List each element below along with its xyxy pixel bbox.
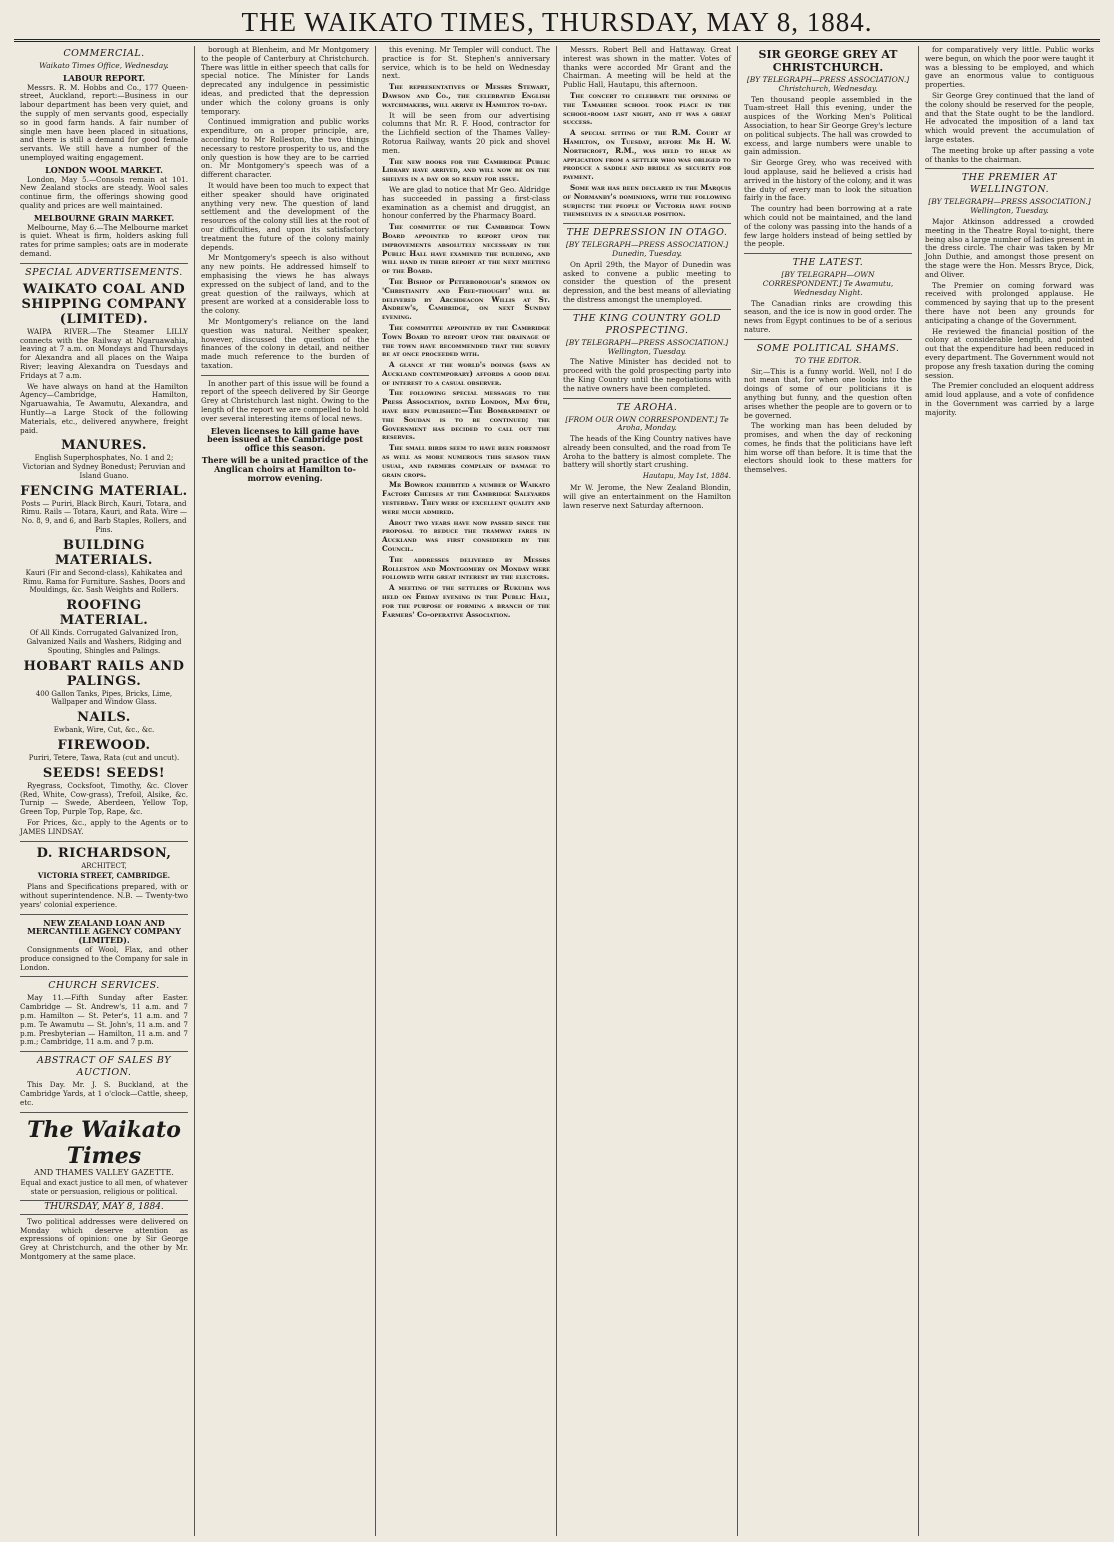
sir-george-grey-subheading: [BY TELEGRAPH—PRESS ASSOCIATION.] Christchurch, Wednesday. bbox=[746, 75, 910, 93]
ad-building-title: BUILDING MATERIALS. bbox=[55, 537, 153, 568]
column-4 bbox=[557, 46, 738, 1536]
ad-architect-address: VICTORIA STREET, CAMBRIDGE. bbox=[37, 871, 171, 881]
article-paragraph: Ten thousand people assembled in the Tuam-street Hall this evening, under the auspices of the Working Men's Political Association, to hear Sir George Grey's lecture on political subjects. The hall was crowded to excess, and large numbers were unable to gain admission. bbox=[744, 94, 912, 157]
masthead-title: THE WAIKATO TIMES, THURSDAY, MAY 8, 1884. bbox=[241, 7, 873, 37]
paper-dateline: THURSDAY, MAY 8, 1884. bbox=[20, 1200, 188, 1215]
article-paragraph: Continued immigration and public works expenditure, on a proper principle, are, according to Mr Rolleston, the two things necessary to restore prosperity to us, and the only question is how they are to be carried on. Mr Montgomery's speech was of a different character. bbox=[201, 117, 369, 180]
news-item-headline: There will be a united practice of the Anglican choirs at Hamilton to-morrow evening. bbox=[201, 455, 369, 483]
labour-report-heading: LABOUR REPORT. bbox=[62, 72, 146, 83]
article-paragraph: The Premier on coming forward was received with prolonged applause. He commenced by saying that up to the present there have not been any grounds for anticipating a change of the Government. bbox=[925, 280, 1094, 325]
ad-hamilton-agency-text: We have always on hand at the Hamilton Agency—Cambridge, Hamilton, Ngaruawahia, Te Awamutu, Alexandra, and Huntly—a Large Stock of the following Materials, etc., delivered anywhere, freight paid. bbox=[20, 381, 188, 435]
article-paragraph: Sir George Grey continued that the land of the colony should be reserved for the people, and that the State ought to be the landlord. He advocated the imposition of a land tax which would prevent the accumulation of large estates. bbox=[925, 90, 1094, 144]
ad-seeds-text: Ryegrass, Cocksfoot, Timothy, &c. Clover (Red, White, Cow-grass), Trefoil, Alsike, &c. Turnip — Swede, Aberdeen, Yellow Top, Green Top, Purple Top, Rape, &c. bbox=[20, 780, 188, 817]
news-item: The addresses delivered by Messrs Rolleston and Montgomery on Monday were followed with great interest by the electors. bbox=[382, 554, 550, 582]
news-item: Some war has been declared in the Marquis of Normanby's dominions, with the following subjects: the people of Victoria have found themselves in a singular position. bbox=[563, 182, 731, 219]
divider bbox=[201, 375, 369, 376]
column-2 bbox=[195, 46, 376, 1536]
auction-sales-text: This Day. Mr. J. S. Buckland, at the Cambridge Yards, at 1 o'clock—Cattle, sheep, etc. bbox=[20, 1080, 188, 1107]
ad-loan-agency-text: Consignments of Wool, Flax, and other produce consigned to the Company for sale in London. bbox=[20, 945, 189, 972]
labour-report-text: Messrs. R. M. Hobbs and Co., 177 Queen-street, Auckland, report:—Business in our labour department has been very quiet, and the supply of men servants good, especially so in good farm hands. A fair number of single men have been placed in situations, and there is still a demand for good female servants. We still have a number of the unemployed waiting engagement. bbox=[20, 82, 188, 162]
ad-seeds-note: For Prices, &c., apply to the Agents or to JAMES LINDSAY. bbox=[20, 818, 188, 836]
commercial-heading: COMMERCIAL. bbox=[63, 48, 145, 59]
ad-architect-sub: ARCHITECT, bbox=[81, 861, 127, 870]
news-item: It will be seen from our advertising columns that Mr. R. F. Hood, contractor for the Lichfield section of the Thames Valley-Rotorua Railway, wants 20 pick and shovel men. bbox=[382, 110, 550, 155]
article-paragraph: Major Atkinson addressed a crowded meeting in the Theatre Royal to-night, there being also a large number of ladies present in the dress circle. The chair was taken by Mr John Duthie, and amongst those present on the stage were the Hon. Messrs Bryce, Dick, and Oliver. bbox=[925, 216, 1094, 279]
ad-nails-title: NAILS. bbox=[77, 710, 131, 726]
news-item: The representatives of Messrs Stewart, Dawson and Co., the celebrated English watchmakers, will arrive in Hamilton to-day. bbox=[382, 82, 550, 109]
political-shams-subheading: TO THE EDITOR. bbox=[794, 355, 862, 365]
ad-fencing-title: FENCING MATERIAL. bbox=[20, 483, 188, 499]
leader-text: Two political addresses were delivered on Monday which deserve attention as expressions of opinion: one by Sir George Grey at Christchurch, and the other by Mr. Montgomery at the same place. bbox=[20, 1216, 188, 1261]
article-paragraph: It would have been too much to expect that either speaker should have originated anything very new. The question of land settlement and the development of the resources of the colony still lies at the root of our difficulties, and upon its satisfactory treatment the future of the colony mainly depends. bbox=[201, 180, 369, 252]
article-paragraph: The Canadian rinks are crowding this season, and the ice is now in good order. The news from Egypt continues to be of a serious nature. bbox=[744, 298, 912, 334]
premier-heading: THE PREMIER AT WELLINGTON. bbox=[925, 168, 1094, 196]
church-services-text: May 11.—Fifth Sunday after Easter. Cambridge — St. Andrew's, 11 a.m. and 7 p.m. Hamilton — St. Peter's, 11 a.m. and 7 p.m. Te Awamutu — St. John's, 11 a.m. and 7 p.m. Presbyterian — Hamilton, 11 a.m. and 7 p.m.; Cambridge, 11 a.m. and 7 p.m. bbox=[20, 993, 188, 1047]
ad-manures-text: English Superphosphates, No. 1 and 2; Victorian and Sydney Bonedust; Peruvian and Island Guano. bbox=[22, 454, 186, 480]
news-item: We are glad to notice that Mr Geo. Aldridge has succeeded in passing a first-class examination as a chemist and druggist, an honour conferred by the Pharmacy Board. bbox=[382, 184, 550, 221]
news-item-headline: Eleven licenses to kill game have been issued at the Cambridge post office this season. bbox=[207, 425, 363, 454]
divider bbox=[20, 841, 188, 842]
paper-title: The Waikato Times bbox=[27, 1116, 181, 1169]
premier-subheading: [BY TELEGRAPH—PRESS ASSOCIATION.] Wellington, Tuesday. bbox=[928, 197, 1091, 216]
king-country-heading: THE KING COUNTRY GOLD PROSPECTING. bbox=[563, 309, 731, 337]
ad-hobart-text: 400 Gallon Tanks, Pipes, Bricks, Lime, Wallpaper and Window Glass. bbox=[35, 689, 173, 707]
ad-firewood-text: Puriri, Tetere, Tawa, Rata (cut and uncut). bbox=[28, 754, 180, 763]
article-paragraph: Mr Montgomery's speech is also without any new points. He addressed himself to emphasising the views he has always expressed on the subject of land, and to the great question of the railways, which at present are worked at a considerable loss to the colony. bbox=[201, 253, 369, 316]
news-item: The new books for the Cambridge Public Library have arrived, and will now be on the shelves in a day or so ready for issue. bbox=[382, 156, 550, 184]
article-paragraph: The country had been borrowing at a rate which could not be maintained, and the land of the colony was passing into the hands of a few large holders instead of being settled by the people. bbox=[744, 204, 912, 249]
grain-market-text: Melbourne, May 6.—The Melbourne market is quiet. Wheat is firm, holders asking full rates for prime samples; oats are in moderate demand. bbox=[20, 222, 188, 258]
article-paragraph: Sir,—This is a funny world. Well, no! I do not mean that, for when one looks into the doings of some of our politicians it is anything but funny, and the question often arises whether the people are to govern or to be governed. bbox=[744, 366, 912, 420]
article-paragraph: Messrs. Robert Bell and Hattaway. Great interest was shown in the matter. Votes of thanks were accorded Mr Grant and the Chairman. A meeting will be held at the Public Hall, Hautapu, this afternoon. bbox=[563, 46, 731, 90]
latest-subheading: [BY TELEGRAPH—OWN CORRESPONDENT.] Te Awamutu, Wednesday Night. bbox=[762, 270, 894, 297]
grain-market-heading: MELBOURNE GRAIN MARKET. bbox=[33, 212, 175, 223]
news-item: A glance at the world's doings (says an Auckland contemporary) affords a good deal of interest to a casual observer. bbox=[382, 360, 550, 387]
ad-hobart-title: HOBART RAILS AND PALINGS. bbox=[23, 658, 185, 689]
column-3 bbox=[376, 46, 557, 1536]
ad-firewood-title: FIREWOOD. bbox=[57, 738, 151, 754]
ad-manures-title: MANURES. bbox=[61, 438, 147, 454]
article-paragraph: On April 29th, the Mayor of Dunedin was asked to convene a public meeting to consider the question of the present depression, and the best means of alleviating the distress amongst the unemployed. bbox=[563, 259, 731, 304]
news-item: The small birds seem to have been foremost as well as more numerous this season than usual, and farmers complain of damage to grain crops. bbox=[382, 443, 550, 479]
news-item: The concert to celebrate the opening of the Tamahere school took place in the school-room last night, and it was a great success. bbox=[563, 90, 731, 127]
article-paragraph: The Premier concluded an eloquent address amid loud applause, and a vote of confidence in the Government was carried by a large majority. bbox=[925, 381, 1094, 417]
king-country-subheading: [BY TELEGRAPH—PRESS ASSOCIATION.] Wellington, Tuesday. bbox=[565, 337, 729, 356]
news-item: A meeting of the settlers of Rukuhia was held on Friday evening in the Public Hall, for the purpose of forming a branch of the Farmers' Co-operative Association. bbox=[382, 583, 550, 619]
paper-motto: Equal and exact justice to all men, of whatever state or persuasion, religious or political. bbox=[20, 1179, 188, 1197]
article-paragraph: The heads of the King Country natives have already been consulted, and the road from Te Aroha to the battery is almost complete. The battery will shortly start crushing. bbox=[563, 434, 731, 470]
news-item: A special sitting of the R.M. Court at Hamilton, on Tuesday, before Mr H. W. Northcroft, R.M., was held to hear an application from a settler who was obliged to produce a saddle and bridle as security for payment. bbox=[563, 128, 731, 182]
column-6 bbox=[919, 46, 1100, 1536]
sir-george-grey-heading: SIR GEORGE GREY AT CHRISTCHURCH. bbox=[758, 48, 898, 74]
ad-roofing-title: ROOFING MATERIAL. bbox=[59, 598, 149, 629]
ad-fencing-text: Posts — Puriri, Black Birch, Kauri, Totara, and Rimu. Rails — Totara, Kauri, and Rata. Wire — No. 8, 9, and 6, and Barb Staples, Rollers, and Pins. bbox=[21, 499, 187, 535]
news-item: About two years have now passed since the proposal to reduce the tramway fares in Auckland was first considered by the Council. bbox=[382, 517, 550, 554]
article-paragraph: for comparatively very little. Public works were begun, on which the poor were taught it was a blessing to be employed, and which gave an enormous value to contiguous properties. bbox=[925, 46, 1094, 90]
te-aroha-subheading: [FROM OUR OWN CORRESPONDENT.] Te Aroha, Monday. bbox=[565, 414, 729, 433]
ad-loan-agency-title: NEW ZEALAND LOAN AND MERCANTILE AGENCY COMPANY (LIMITED). bbox=[27, 917, 181, 946]
te-aroha-heading: TE AROHA. bbox=[563, 398, 731, 414]
masthead bbox=[14, 0, 1100, 42]
otago-subheading: [BY TELEGRAPH—PRESS ASSOCIATION.] Dunedin, Tuesday. bbox=[565, 240, 729, 258]
article-paragraph: Mr W. Jerome, the New Zealand Blondin, will give an entertainment on the Hamilton lawn reserve next Saturday afternoon. bbox=[563, 483, 731, 510]
divider bbox=[20, 914, 188, 915]
political-shams-heading: SOME POLITICAL SHAMS. bbox=[744, 339, 912, 355]
special-ads-heading: SPECIAL ADVERTISEMENTS. bbox=[20, 263, 188, 279]
columns bbox=[14, 46, 1100, 1536]
ad-roofing-text: Of All Kinds. Corrugated Galvanized Iron, Galvanized Nails and Washers, Ridging and Spouting, Shingles and Palings. bbox=[26, 629, 182, 655]
news-item: The Bishop of Peterborough's sermon on 'Christianity and Free-thought' will be delivered by Archdeacon Willis at St. Andrew's, Cambridge, on next Sunday evening. bbox=[382, 276, 550, 322]
ad-coal-shipping-title: WAIKATO COAL AND SHIPPING COMPANY (LIMITED). bbox=[21, 281, 187, 327]
signature-line: Hautapu, May 1st, 1884. bbox=[642, 472, 731, 481]
article-paragraph: The Native Minister has decided not to proceed with the gold prospecting party into the King Country until the negotiations with the native owners have been completed. bbox=[563, 357, 731, 393]
ad-architect-title: D. RICHARDSON, bbox=[36, 845, 172, 861]
article-paragraph: In another part of this issue will be found a report of the speech delivered by Sir George Grey at Christchurch last night. Owing to the length of the report we are compelled to hold over several interesting items of local news. bbox=[201, 378, 369, 423]
article-paragraph: The meeting broke up after passing a vote of thanks to the chairman. bbox=[925, 145, 1094, 164]
auction-sales-heading: ABSTRACT OF SALES BY AUCTION. bbox=[20, 1051, 188, 1079]
ad-coal-shipping-text: WAIPA RIVER.—The Steamer LILLY connects with the Railway at Ngaruawahia, leaving at 7 a.m. on Mondays and Thursdays for Alexandra and all places on the Waipa River; leaving Alexandra on Tuesdays and Fridays at 7 a.m. bbox=[20, 326, 188, 380]
london-market-heading: LONDON WOOL MARKET. bbox=[45, 164, 163, 175]
article-paragraph: borough at Blenheim, and Mr Montgomery to the people of Canterbury at Christchurch. There was little in either speech that calls for special notice. The Minister for Lands deprecated any indulgence in pessimistic ideas, and predicted that the depression under which the colony groans is only temporary. bbox=[201, 46, 369, 116]
article-paragraph: He reviewed the financial position of the colony at considerable length, and pointed out that the expenditure had been reduced in every department. The Government would not propose any fresh taxation during the coming session. bbox=[925, 326, 1094, 380]
article-paragraph: Sir George Grey, who was received with loud applause, said he believed a crisis had arrived in the history of the colony, and it was the duty of every man to look the situation fairly in the face. bbox=[744, 158, 912, 203]
news-item: The committee of the Cambridge Town Board appointed to report upon the improvements absolutely necessary in the Public Hall have examined the building, and will hand in their report at the next meeting of the Board. bbox=[382, 222, 550, 276]
ad-architect-text: Plans and Specifications prepared, with or without superintendence. N.B. — Twenty-two years' colonial experience. bbox=[20, 882, 188, 909]
ad-nails-text: Ewbank, Wire, Cut, &c., &c. bbox=[53, 726, 155, 735]
article-paragraph: this evening. Mr Templer will conduct. The practice is for St. Stephen's anniversary service, which is to be held on Wednesday next. bbox=[382, 46, 550, 81]
column-5 bbox=[738, 46, 919, 1536]
otago-heading: THE DEPRESSION IN OTAGO. bbox=[563, 223, 731, 239]
news-item: The committee appointed by the Cambridge Town Board to report upon the drainage of the town have recommended that the survey be at once proceeded with. bbox=[382, 322, 550, 359]
divider bbox=[20, 1112, 188, 1113]
article-paragraph: The working man has been deluded by promises, and when the day of reckoning comes, he finds that the politicians have left him worse off than before. It is time that the electors should look to these matters for themselves. bbox=[744, 421, 912, 475]
ad-building-text: Kauri (Fir and Second-class), Kahikatea and Rimu. Rama for Furniture. Sashes, Doors and Mouldings, &c. Sash Weights and Rollers. bbox=[22, 568, 186, 595]
ad-seeds-title: SEEDS! SEEDS! bbox=[42, 765, 166, 781]
column-1 bbox=[14, 46, 195, 1536]
church-services-heading: CHURCH SERVICES. bbox=[20, 976, 188, 992]
london-market-text: London, May 5.—Consols remain at 101. New Zealand stocks are steady. Wool sales continue firm, the offerings showing good quality and prices are well maintained. bbox=[20, 174, 188, 210]
article-paragraph: Mr Montgomery's reliance on the land question was natural. Neither speaker, however, discussed the question of the finances of the colony in detail, and neither made much reference to the burden of taxation. bbox=[201, 316, 369, 370]
news-item: The following special messages to the Press Association, dated London, May 6th, have been published:—The Bombardment of the Soudan is to be continued; the Government has decided to call out the reserves. bbox=[382, 388, 550, 442]
paper-subtitle: AND THAMES VALLEY GAZETTE. bbox=[34, 1167, 174, 1177]
commercial-subheading: Waikato Times Office, Wednesday. bbox=[39, 61, 169, 70]
latest-heading: THE LATEST. bbox=[744, 253, 912, 269]
news-item: Mr Bowron exhibited a number of Waikato Factory Cheeses at the Cambridge Saleyards yesterday. They were of excellent quality and were much admired. bbox=[382, 480, 550, 516]
